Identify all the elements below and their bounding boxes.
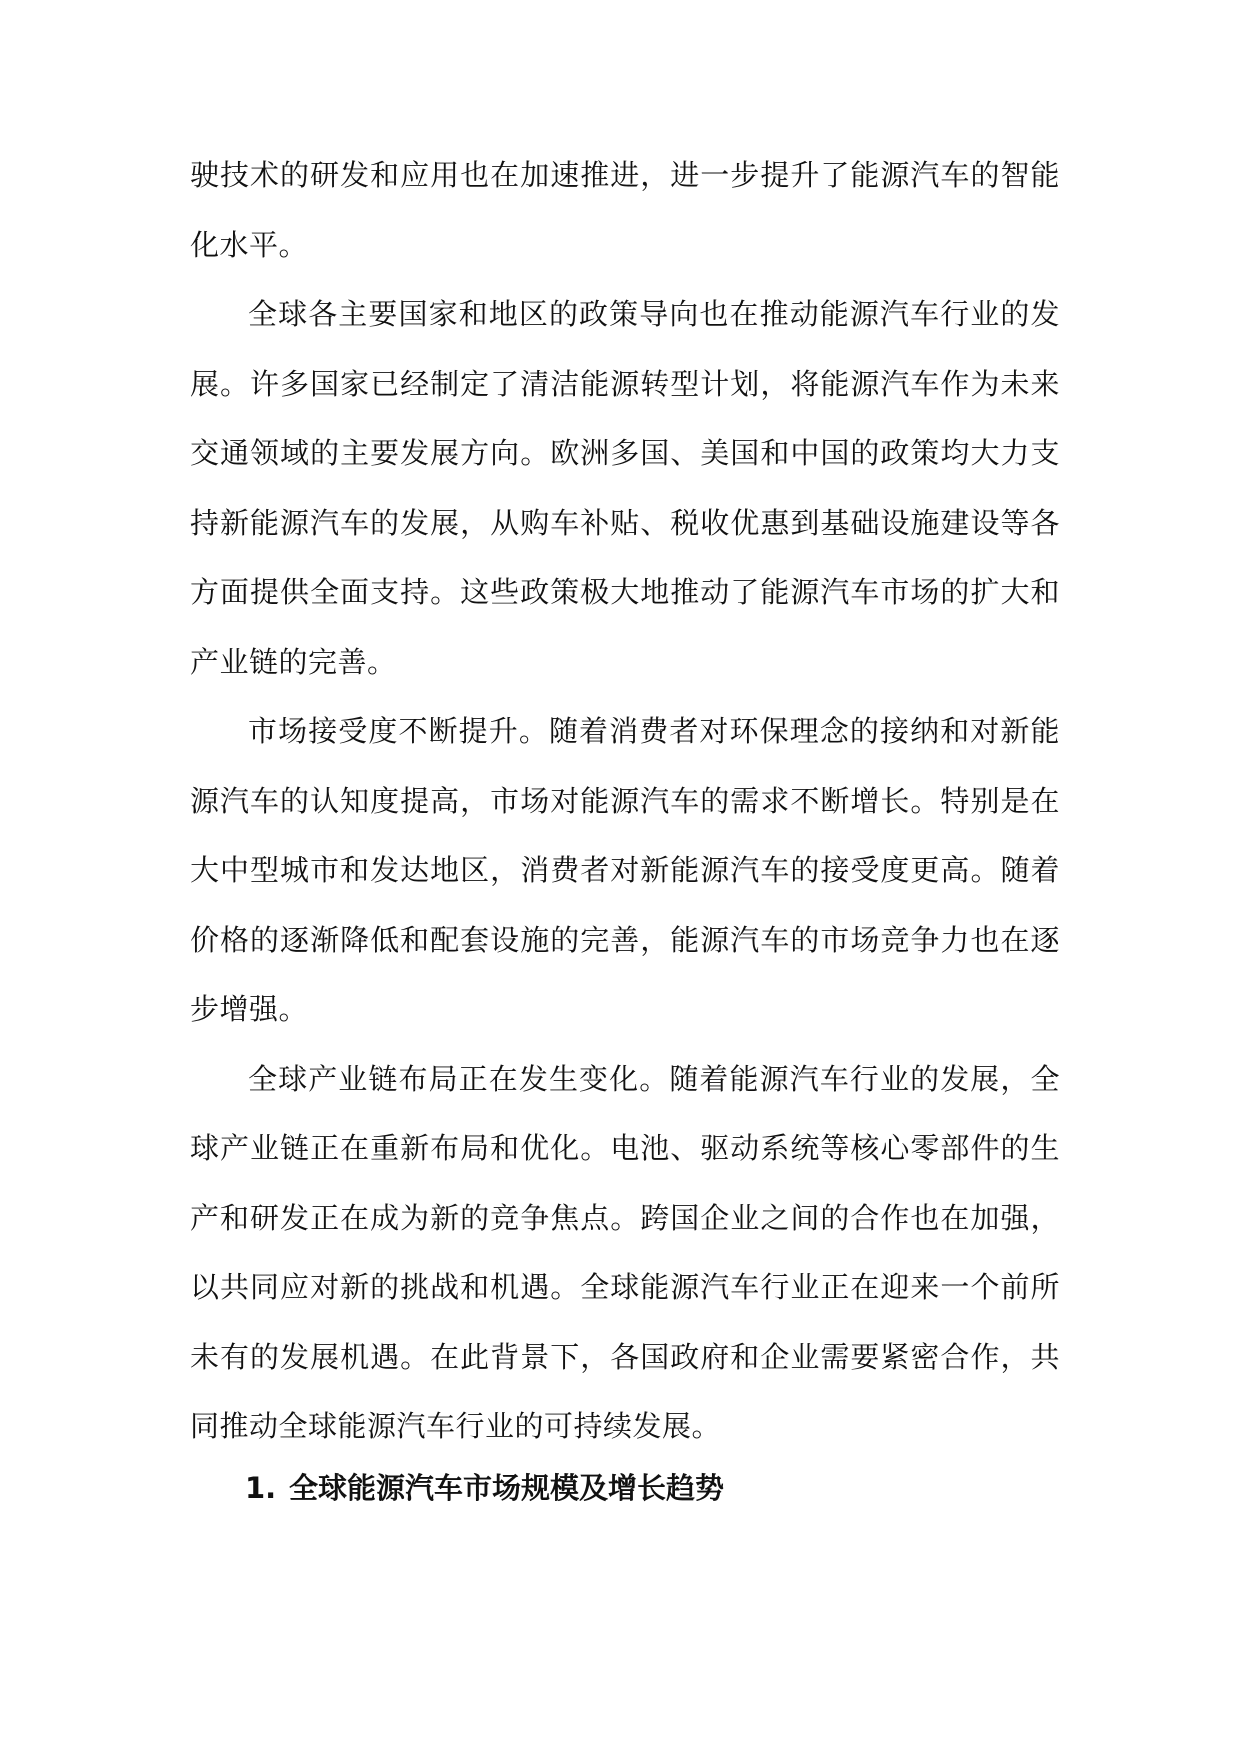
paragraph-market-acceptance: 市场接受度不断提升。随着消费者对环保理念的接纳和对新能源汽车的认知度提高，市场对能源汽车的需求不断增长。特别是在大中型城市和发达地区，消费者对新能源汽车的接受度更高。随着价格的逐渐降低和配套设施的完善，能源汽车的市场竞争力也在逐步增强。 <box>190 714 1060 1026</box>
document-body <box>190 141 1060 1462</box>
paragraph-industry-chain: 全球产业链布局正在发生变化。随着能源汽车行业的发展，全球产业链正在重新布局和优化。电池、驱动系统等核心零部件的生产和研发正在成为新的竞争焦点。跨国企业之间的合作也在加强，以共同应对新的挑战和机遇。全球能源汽车行业正在迎来一个前所未有的发展机遇。在此背景下，各国政府和企业需要紧密合作，共同推动全球能源汽车行业的可持续发展。 <box>190 1061 1060 1443</box>
section-title: 全球能源汽车市场规模及增长趋势 <box>289 1471 725 1505</box>
paragraph-continued: 驶技术的研发和应用也在加速推进，进一步提升了能源汽车的智能化水平。 <box>190 158 1060 262</box>
section-heading <box>245 1468 724 1508</box>
paragraph-policy: 全球各主要国家和地区的政策导向也在推动能源汽车行业的发展。许多国家已经制定了清洁能源转型计划，将能源汽车作为未来交通领域的主要发展方向。欧洲多国、美国和中国的政策均大力支持新能源汽车的发展，从购车补贴、税收优惠到基础设施建设等各方面提供全面支持。这些政策极大地推动了能源汽车市场的扩大和产业链的完善。 <box>190 297 1060 679</box>
section-number: 1. <box>245 1471 277 1505</box>
